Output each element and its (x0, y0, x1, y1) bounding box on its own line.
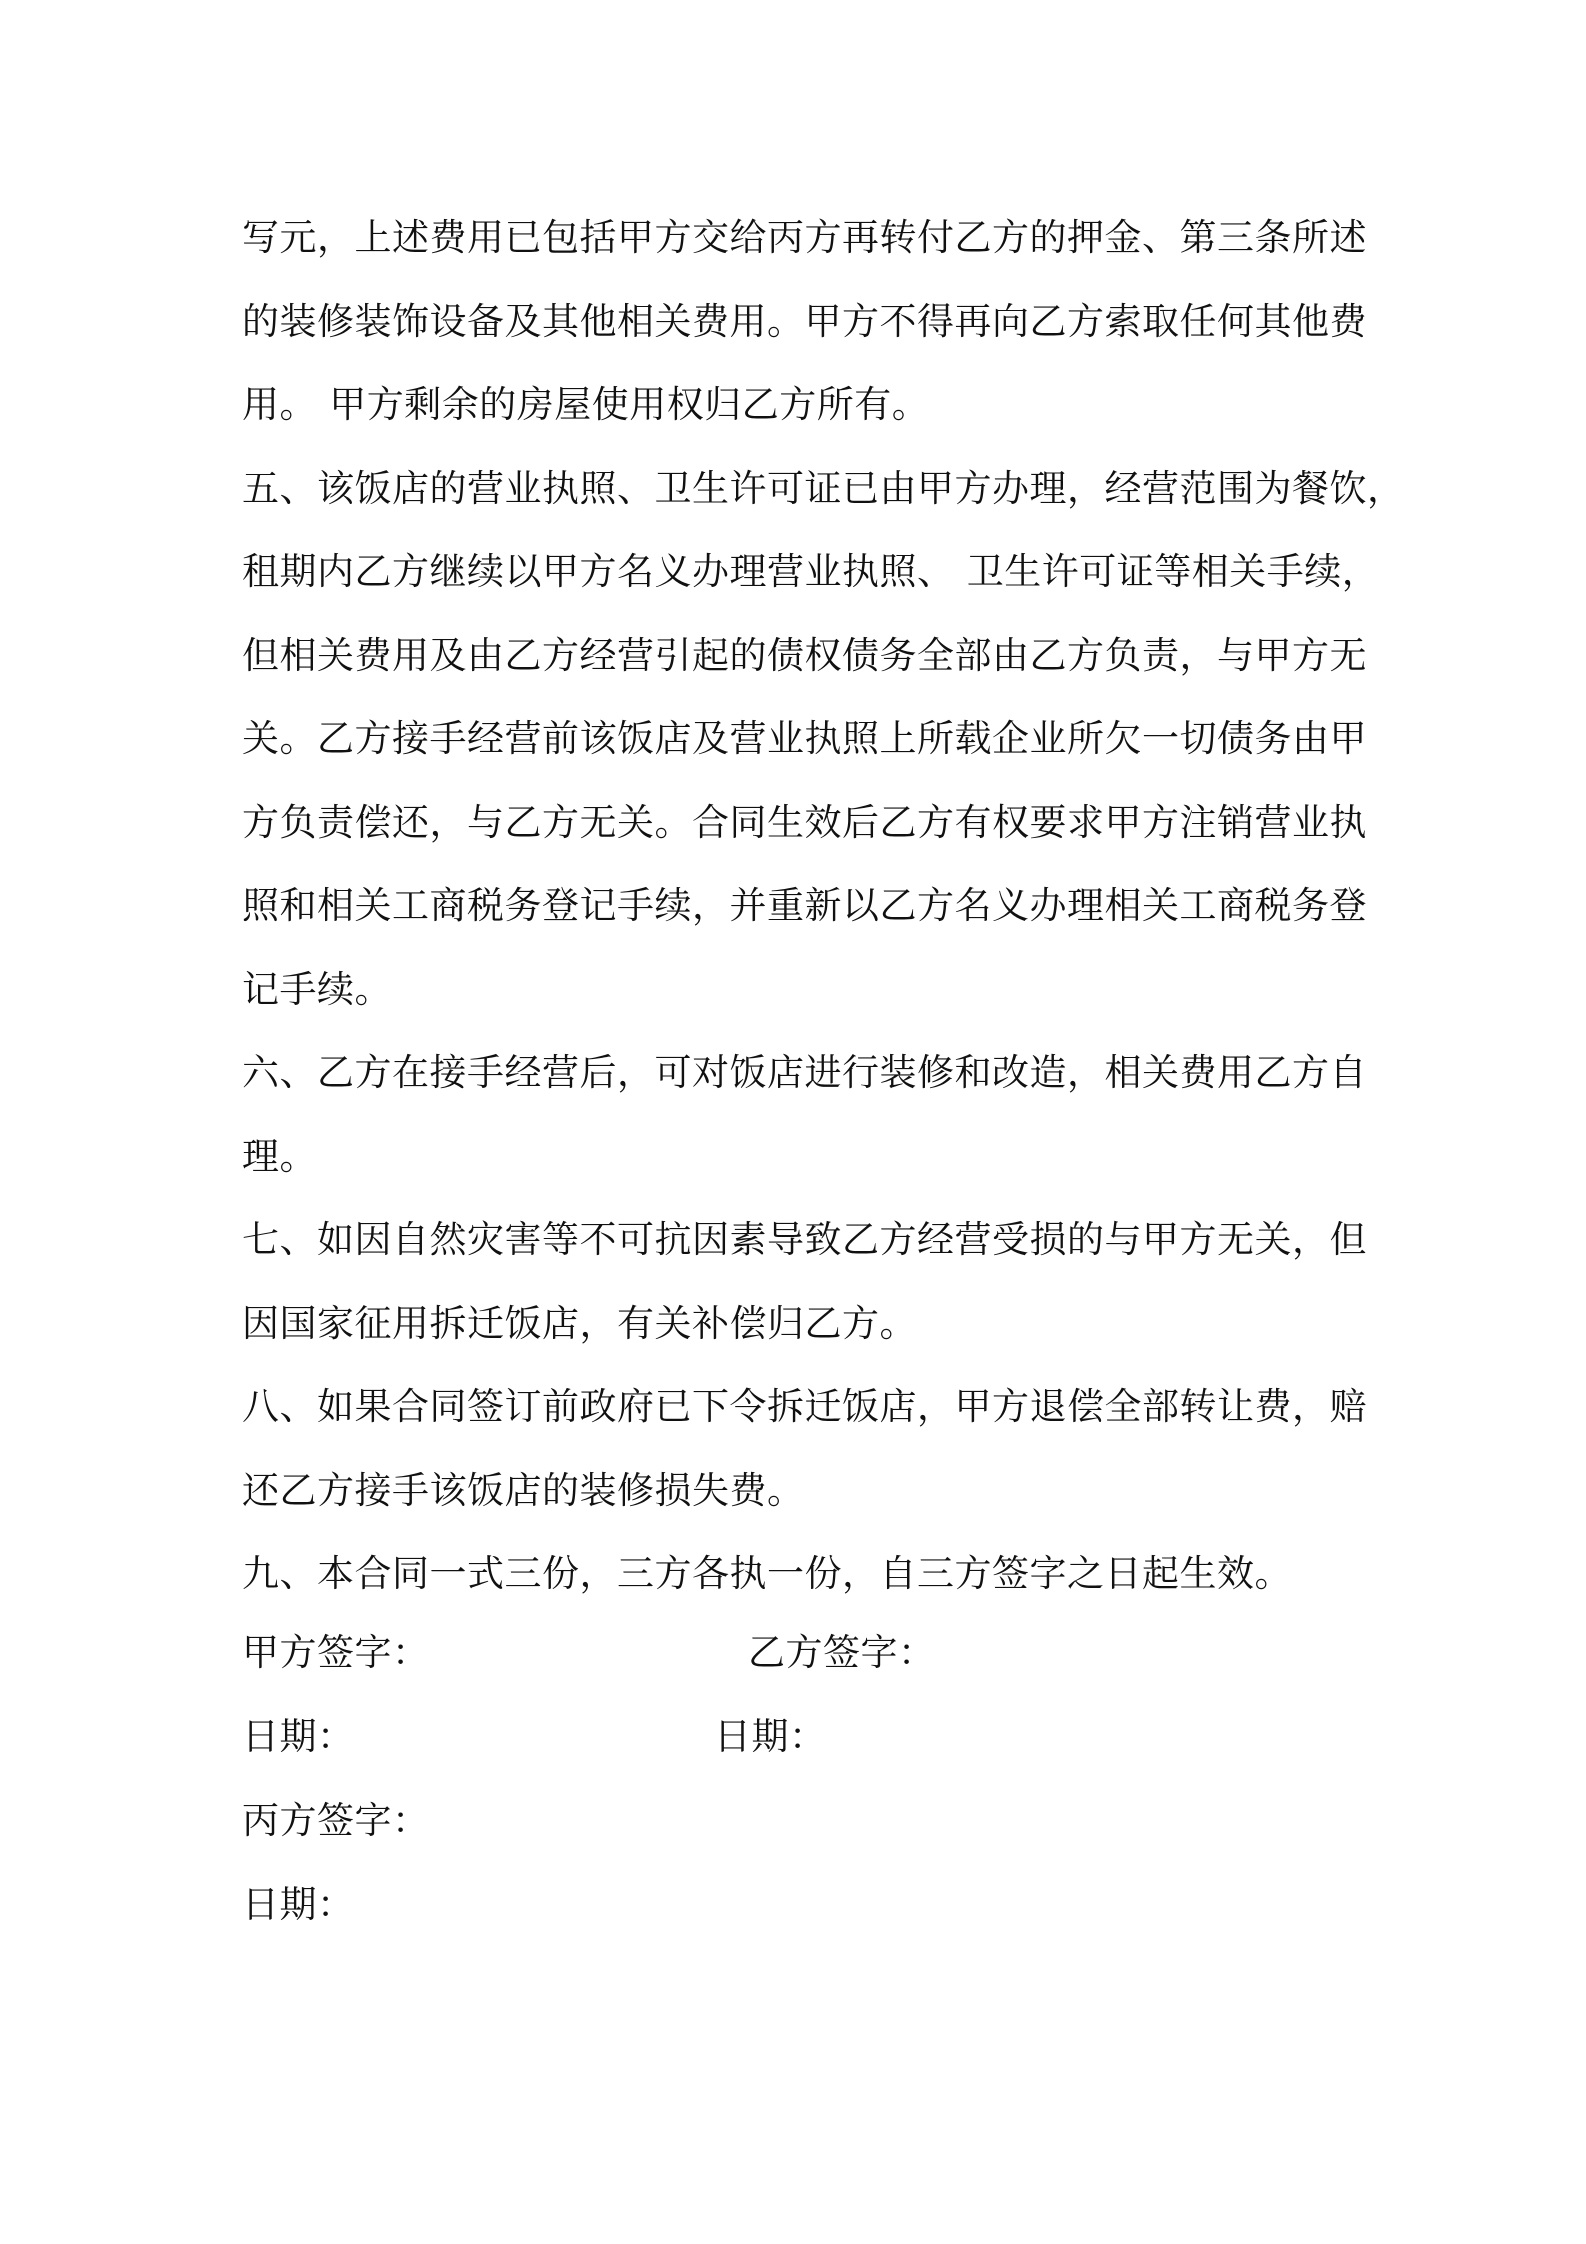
party-a-signature-label: 甲方签字： (242, 1631, 430, 1674)
party-c-signature-label: 丙方签字： (242, 1799, 430, 1842)
clause-7-line: 因国家征用拆迁饭店，有关补偿归乙方。 (242, 1301, 917, 1345)
text-line: 用。 甲方剩余的房屋使用权归乙方所有。 (242, 383, 930, 426)
party-a-date-label: 日期： (242, 1715, 355, 1758)
clause-5-line: 五、该饭店的营业执照、卫生许可证已由甲方办理，经营范围为餐饮， (242, 466, 1405, 510)
clause-8-line: 还乙方接手该饭店的装修损失费。 (242, 1468, 805, 1512)
clause-9-line: 九、本合同一式三份，三方各执一份，自三方签字之日起生效。 (242, 1552, 1292, 1595)
clause-5-line: 记手续。 (242, 967, 392, 1011)
contract-body (242, 196, 1405, 1616)
party-b-date-label: 日期： (714, 1715, 827, 1758)
clause-5-line: 但相关费用及由乙方经营引起的债权债务全部由乙方负责，与甲方无 (242, 633, 1367, 677)
text-line: 的装修装饰设备及其他相关费用。甲方不得再向乙方索取任何其他费 (242, 299, 1367, 343)
text-line: 写元，上述费用已包括甲方交给丙方再转付乙方的押金、第三条所述 (242, 216, 1367, 259)
clause-7-line: 七、如因自然灾害等不可抗因素导致乙方经营受损的与甲方无关，但 (242, 1218, 1367, 1261)
clause-5-line: 关。乙方接手经营前该饭店及营业执照上所载企业所欠一切债务由甲 (242, 717, 1367, 760)
clause-8-line: 八、如果合同签订前政府已下令拆迁饭店，甲方退偿全部转让费，赔 (242, 1385, 1367, 1428)
clause-6-line: 六、乙方在接手经营后，可对饭店进行装修和改造，相关费用乙方自 (242, 1051, 1367, 1094)
clause-5-line: 方负责偿还，与乙方无关。合同生效后乙方有权要求甲方注销营业执 (242, 800, 1367, 844)
party-c-date-label: 日期： (242, 1883, 355, 1926)
clause-5-line: 租期内乙方继续以甲方名义办理营业执照、 卫生许可证等相关手续， (242, 550, 1380, 593)
clause-5-line: 照和相关工商税务登记手续，并重新以乙方名义办理相关工商税务登 (242, 884, 1367, 927)
party-b-signature-label: 乙方签字： (748, 1631, 936, 1674)
clause-6-line: 理。 (242, 1134, 317, 1178)
